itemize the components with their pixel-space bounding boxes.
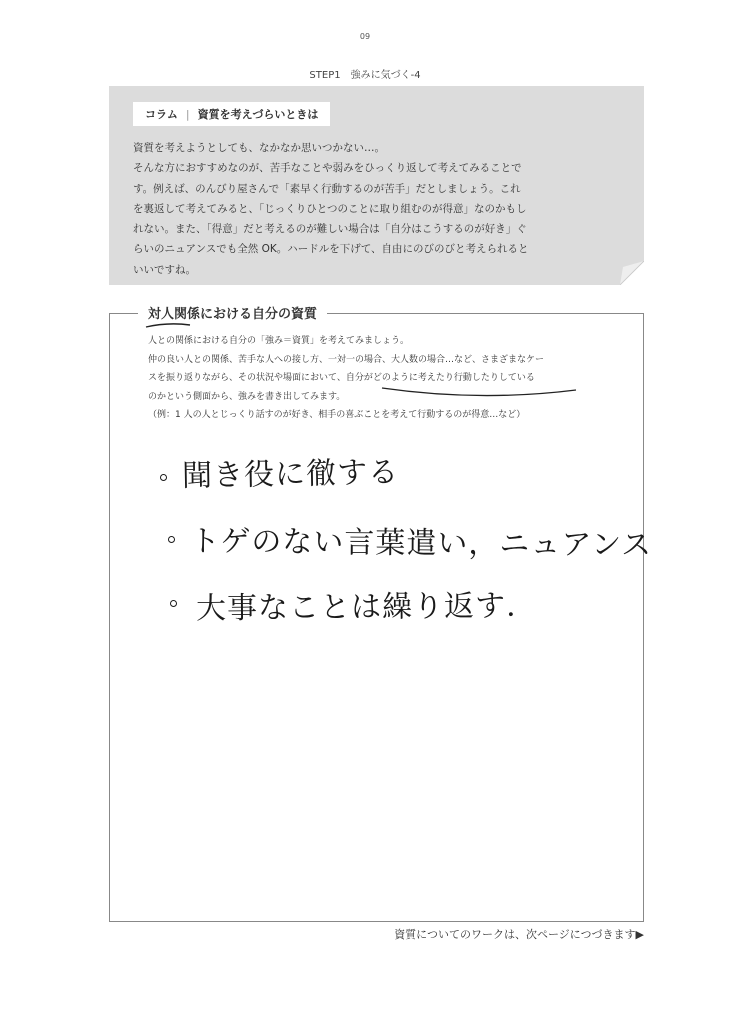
column-tag-title: 資質を考えづらいときは [197,108,319,121]
column-tag-separator: | [185,107,190,121]
column-line: 資質を考えようとしても、なかなか思いつかない…。 [133,142,385,154]
column-line: れない。また、「得意」だと考えるのが難しい場合は「自分はこうするのが好き」ぐ [133,223,527,236]
step-label: STEP1 強みに気づく-4 [309,70,421,81]
handwritten-item: 聞き役に徹する [181,455,400,494]
instruction-line: スを振り返りながら、その状況や場面において、自分がどのように考えたり行動したりしている [148,373,535,383]
column-tag [133,102,330,126]
column-line: らいのニュアンスでも全然 OK。ハードルを下げて、自由にのびのびと考えられると [133,243,529,256]
next-page-note: 資質についてのワークは、次ページにつづきます▶ [394,928,644,941]
column-line: そんな方におすすめなのが、苦手なことや弱みをひっくり返して考えてみることで [133,162,522,175]
instruction-line: 人との関係における自分の「強み＝資質」を考えてみましょう。 [148,336,410,346]
handwritten-bullet-icon [160,474,167,481]
column-box [109,86,644,285]
page-fold-icon [620,261,644,285]
column-line: す。例えば、のんびり屋さんで「素早く行動するのが苦手」だとしましょう。これ [133,182,521,195]
instruction-line: のかという側面から、強みを書き出してみます。 [148,391,346,402]
instruction-line: （例：1 人の人とじっくり話すのが好き、相手の喜ぶことを考えて行動するのが得意…など） [148,410,526,420]
work-title: 対人関係における自分の資質 [138,303,327,322]
work-instructions [148,332,618,425]
handwritten-bullet-icon [168,536,175,543]
handwritten-bullet-icon [170,600,177,607]
instruction-line: 仲の良い人との関係、苦手な人への接し方、一対一の場合、大人数の場合…など、さまざまなケー [148,354,545,365]
column-line: を裏返して考えてみると、「じっくりひとつのことに取り組むのが得意」なのかもし [133,202,527,215]
column-body [133,138,609,280]
handwritten-item: トゲのない言葉遣い，ニュアンス [189,523,653,564]
column-tag-label: コラム [145,108,178,121]
handwritten-item: 大事なことは繰り返す. [195,588,517,627]
column-line: いいですね。 [133,263,196,276]
page-number: 09 [359,32,371,41]
